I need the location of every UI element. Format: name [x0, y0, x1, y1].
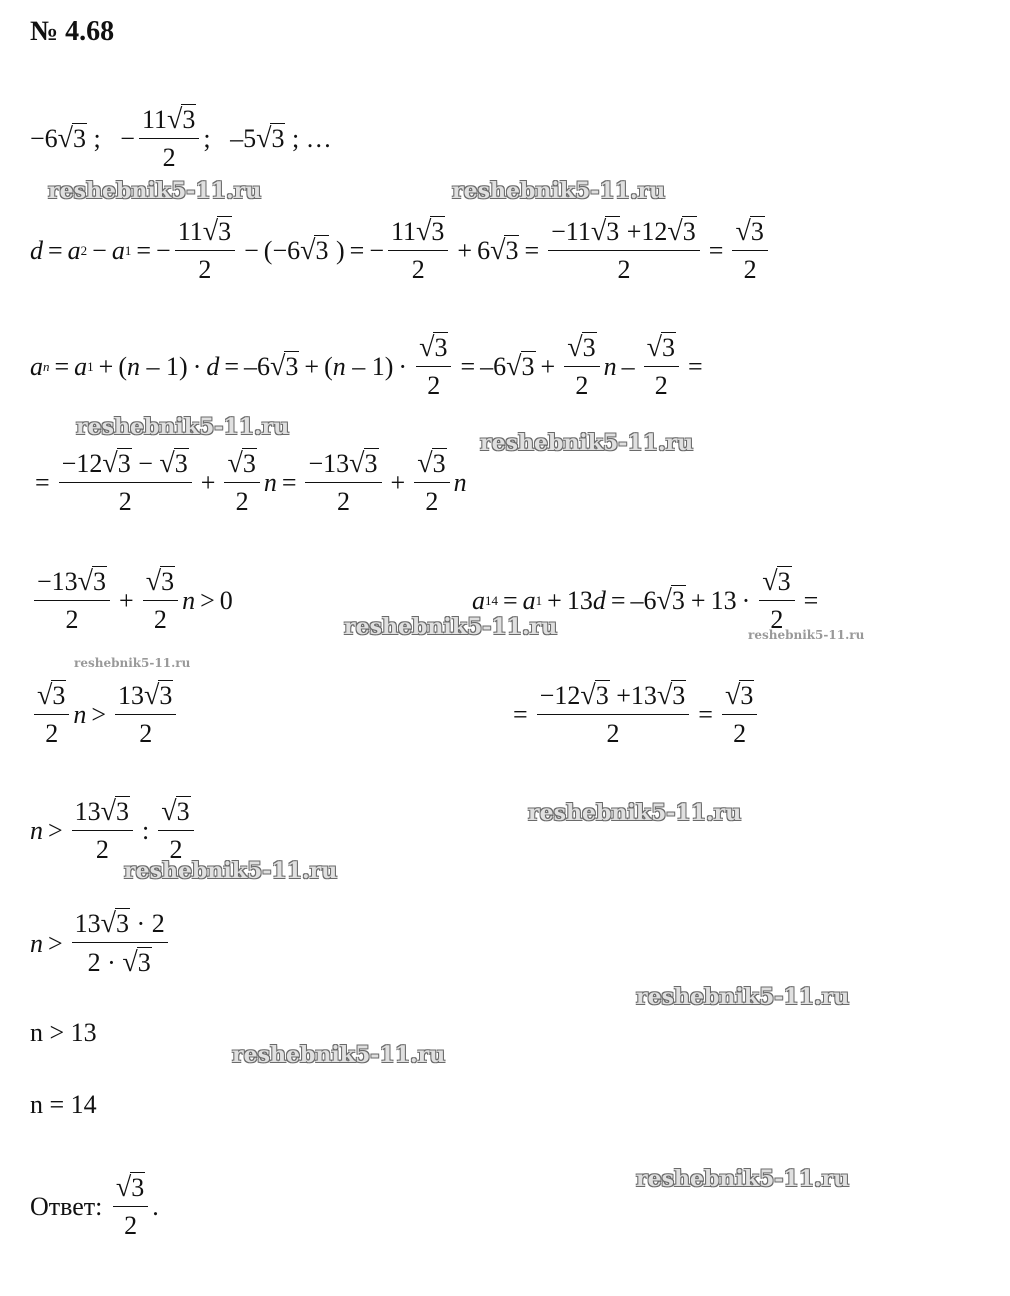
sequence-line: −6 √3 ; − $\frac{11√3}{2}$ ; –5 √3 ; … — [30, 104, 332, 172]
a14-line: a 14 = a 1 + 13d = –6 √3 + 13 · $\frac{√3}{2}$ = — [472, 566, 819, 634]
inequality-step-4: n > $\frac{13√3 \cdot 2}{2 \cdot √3}$ — [30, 908, 172, 979]
difference-line: d = a 2 − a 1 = − $\frac{11√3}{2}$ − (−6 √3 ) = − $\frac{11√3}{2}$ + 6 √3 = $\frac{-11√3 +12√3}{2}$ = $\frac{√3}{2}$ — [30, 216, 772, 285]
answer-line: Ответ: $\frac{√3}{2}$ . — [30, 1172, 159, 1240]
inequality-final: n > 13 — [30, 1018, 97, 1047]
inequality-line: $\frac{-13√3}{2}$ + $\frac{√3}{2}$ n > 0 — [30, 566, 233, 635]
watermark: reshebnik5-11.ru — [232, 1042, 446, 1068]
watermark: reshebnik5-11.ru — [636, 984, 850, 1010]
watermark: reshebnik5-11.ru — [344, 614, 558, 640]
watermark: reshebnik5-11.ru — [528, 800, 742, 826]
nth-term-line: a n = a 1 + (n – 1) · d = –6 √3 + (n – 1) · $\frac{√3}{2}$ = –6 √3 + $\frac{√3}{2}$ n – $\frac{√3}{2}$ = — [30, 332, 703, 400]
inequality-step-2: $\frac{√3}{2}$ n > $\frac{13√3}{2}$ — [30, 680, 180, 749]
watermark: reshebnik5-11.ru — [636, 1166, 850, 1192]
watermark: reshebnik5-11.ru — [480, 430, 694, 456]
answer-label: Ответ: — [30, 1191, 103, 1221]
watermark: reshebnik5-11.ru — [124, 858, 338, 884]
watermark: reshebnik5-11.ru — [48, 178, 262, 204]
a14-result: = $\frac{-12√3 +13√3}{2}$ = $\frac{√3}{2}$ — [508, 680, 761, 749]
simplify-line: = $\frac{-12√3 - √3}{2}$ + $\frac{√3}{2}$ n = $\frac{-13√3}{2}$ + $\frac{√3}{2}$ n — [35, 448, 467, 516]
problem-number: № 4.68 — [30, 16, 115, 47]
watermark: reshebnik5-11.ru — [748, 628, 865, 642]
watermark: reshebnik5-11.ru — [76, 414, 290, 440]
watermark: reshebnik5-11.ru — [452, 178, 666, 204]
inequality-step-3: n > $\frac{13√3}{2}$ : $\frac{√3}{2}$ — [30, 796, 198, 865]
n-value: n = 14 — [30, 1090, 97, 1119]
watermark: reshebnik5-11.ru — [74, 656, 191, 670]
